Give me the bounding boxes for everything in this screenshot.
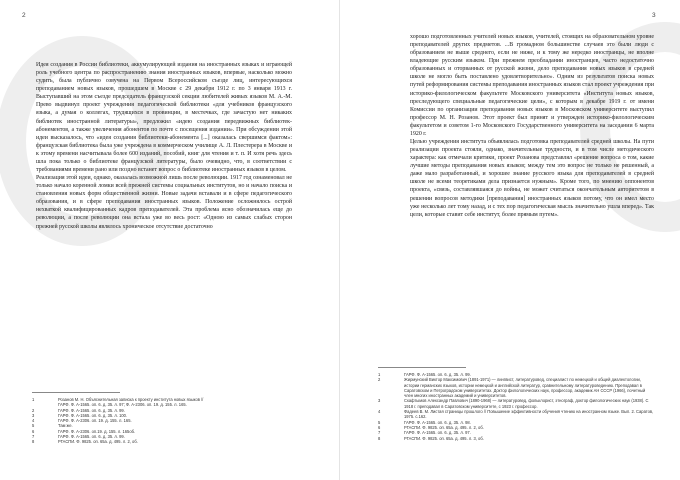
footnote-rule	[378, 367, 466, 368]
footnote-item: 3 Скафтымов Александр Павлович (1890-1968) — литературовед, фольклорист, этнограф, доктор филологических наук (1938). С 1918 г. преподавал в Саратовском университете, с 1923 г. профессор.	[378, 398, 649, 409]
footnote-item: 7 ГАРФ. Ф. А-1565. оп. 6. д. 35. л. 99.	[32, 434, 125, 440]
footnote-item: 8 РГАСПИ. Ф. 9825. оп. 65а. д. 495. л. 2, об.	[32, 439, 138, 445]
footnote-item: 5 ГАРФ. Ф. А-1565. оп. 6. д. 35. л. 98.	[378, 419, 471, 425]
body-paragraph: хорошо подготовленных учителей новых языков, учителей, стоящих на образовательном уровне преподавателей других предметов. ...В громадном большинстве случаев это были люди с образованием не выше среднего, если не ниже, и к тому же нередко иностранцы, не вполне владеющие русским языком. При прежнем преобладании иностранцев, часто недостаточно образованных и оторванных от русской жизни, дело преподавания новых языков в средней школе не могло быть поставлено удовлетворительно». Одним из результатов поиска новых путей реформирования системы преподавания иностранных языков стал проект учреждения при историко-филологическом факультете Московского университета «Института новых языков, преследующего специальные педагогические цели», с которым в декабре 1919 г. от имени Комиссии по организации преподавания новых языков в Московском университете выступил профессор М. Н. Розанов. Этот проект был принят и утвержден историко-филологическим факультетом и советом 1-го Московского Государственного университета на заседании 6 марта 1920 г.	[410, 34, 654, 137]
footnotes-left	[32, 397, 312, 445]
footnote-item: 7 ГАРФ. Ф. А-1565. оп. 6. д. 35. л. 97.	[378, 430, 471, 436]
body-paragraph: Целью учреждения института объявлялась подготовка преподавателей средней школы. На пути реализации проекта стояли, однако, значительные трудности, и в том числе методического характера: как отмечали критики, проект Розанова представлял «решение вопроса о том, какие лучшие методы преподавания новых языков; между тем это вопрос не только не решенный, а даже мало разработанный, и хорошее знание русского языка для преподавателей в средней школе не всеми теоретиками дела признается нужным». Кроме того, по мнению оппонентов проекта, «связь, составлявшаяся до войны, не может считаться окончательным авторитетом в решении вопросов методики [преподавания] иностранных языков потому, что он имел место уже несколько лет тому назад, и с тех пор педагогическая мысль значительно ушла вперед». Так цели, которые ставит себе институт, более прямым путем».	[410, 139, 654, 218]
footnote-item: 5 Там же.	[32, 423, 73, 429]
footnote-item: 8 РГАСПИ. Ф. 9825. оп. 65а. д. 495. л. 3, об.	[378, 435, 484, 441]
footnote-item: 2 Жирмунский Виктор Максимович (1891-1971) — лингвист, литературовед, специалист по немецкой и общей диалектологии, истории германских языков, истории немецкой и английской литератур, сравнительному литературоведению. Преподавал в Саратовском и Петроградском университетах. Доктор филологических наук, профессор, академик АН СССР (1966), почетный член многих иностранных академий и университетов.	[378, 377, 646, 399]
footnote-item: 4 Фадеев В. М. Листая страницы прошлого // Повышение эффективности обучения чтению на иностранном языке. Вып. 2. Саратов, 1975. с.162.	[378, 409, 654, 420]
footnote-item: 3 ГАРФ. Ф. А-1565. оп. 6. д. 35. л. 100.	[32, 412, 128, 418]
page-number-right: 3	[652, 12, 656, 19]
footnote-item: 1 Розанов М. Н. Объяснительная записка к проекту института новых языков //	[32, 397, 204, 402]
body-paragraph: Реализация этой идеи, однако, оказалась возможной лишь после революции. 1917 год ознаменовал не только начало коренной ломки всей прежней системы социальных институтов, но и начало поиска и становления новых форм общественной жизни. Новые задачи вставали и в сфере педагогического образования, и в сфере преподавания иностранных языков. Положение осложнялось острой нехваткой квалифицированных кадров преподавателей. Эта проблема ясно обозначилась еще до революции, а после революции она встала уже во весь рост: «Одною из самых слабых сторон прежней русской школы являлось хроническое отсутствие достаточно	[36, 175, 292, 230]
footnote-item: 2 ГАРФ. Ф. А-1565. оп. 6. д. 35. л. 99.	[32, 407, 125, 413]
footnotes-right	[378, 372, 654, 441]
right-body	[410, 33, 654, 219]
footnote-item: 1 ГАРФ. Ф. А-1565. оп. 6. д. 35. л. 99.	[378, 372, 471, 377]
footnote-item: 6 РГАСПИ. Ф. 9825. оп. 65а. д. 495. л. 2, об.	[378, 424, 484, 430]
page-number-left: 2	[22, 12, 26, 19]
left-body	[36, 61, 292, 231]
footnote-item: 4 ГАРФ. Ф. А-2306. оп. 19. д. 155. л. 165.	[32, 418, 132, 424]
footnote-item: ГАРФ. Ф. А-1565. оп. 6. д. 35. л. 97; Ф. А-2306. оп. 19. д. 155. л. 165.	[58, 402, 187, 408]
footnote-rule	[32, 392, 120, 393]
body-paragraph: Идея создания в России библиотеки, аккумулирующей издания на иностранных языках и играющей роль учебного центра по распространению знания иностранных языков, впервые, насколько можно судить, была публично озвучена на Первом Всероссийском съезде лиц, интересующихся преподаванием новых языков, прошедшем в Москве с 29 декабря 1912 г. по 3 января 1913 г. Выступавший на этом съезде председатель французской секции любителей живых языков М. А.-М. Прево выдвинул проект учреждения педагогической библиотеки «для учебников французского языка, а думая о коллегах, трудящихся в провинции, в местечках, где зачастую нет никаких библиотек иностранной литературы», предложил «идею создания передвижных библиотек-абонементов, а также увеличения абонентов по почте с посещения издании». При обсуждении этой идеи высказалось, что «идея создания библиотеки-абонемента [...] оказалась свершимся фактом»: французская библиотека была уже учреждена в коммерческом училище А. Л. Плестерера в Москве и к этому времени насчитывала более 600 изданий, пособий, книг для чтения и т. п. И хотя речь здесь шла пока только о библиотеке французской литературы, было очевидно, что, в соответствии с требованиями времени рано или поздно встанет вопрос о библиотеке иностранных языков в целом.	[36, 62, 292, 174]
footnote-item: 6 ГАРФ. Ф. А-2306. оп.19. д. 155. л. 165об.	[32, 428, 136, 434]
right-page	[340, 0, 680, 480]
